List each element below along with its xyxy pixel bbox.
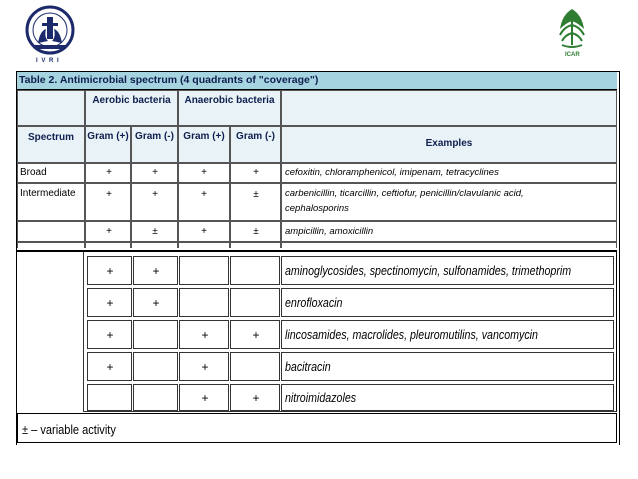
aerobic-pos-value: +: [106, 296, 114, 310]
anaerobic-neg-value: +: [252, 391, 260, 405]
table-cell: [131, 163, 178, 183]
blank-header-cell: [281, 90, 617, 126]
anaerobic-gram-neg-header: [230, 126, 281, 163]
anaerobic-pos-value: +: [201, 167, 207, 178]
aerobic-pos-value: +: [106, 264, 114, 278]
ivri-logo: [22, 5, 78, 63]
aerobic-neg-value: +: [152, 189, 158, 200]
anaerobic-neg-value: +: [253, 167, 259, 178]
table-cell: [85, 163, 131, 183]
table-cell: [281, 320, 614, 349]
aerobic-pos-value: +: [106, 328, 114, 342]
blank-header-cell: [17, 90, 85, 126]
ivri-caption: I V R I: [36, 58, 60, 64]
table-cell: [230, 163, 281, 183]
icar-logo: [552, 5, 592, 59]
aerobic-gram-pos-header: [85, 126, 131, 163]
table-cell: [87, 288, 132, 317]
aerobic-pos-value: +: [106, 360, 114, 374]
table-cell: [179, 384, 229, 411]
examples-value: bacitracin: [285, 359, 331, 374]
examples-value-line2: cephalosporins: [285, 203, 349, 214]
table-cell: [87, 256, 132, 285]
anaerobic-pos-value: +: [201, 226, 207, 237]
examples-value: lincosamides, macrolides, pleuromutilins, vancomycin: [285, 327, 538, 342]
aerobic-pos-value: +: [106, 167, 112, 178]
examples-value: aminoglycosides, spectinomycin, sulfonamides, trimethoprim: [285, 263, 572, 278]
table-cell: [133, 352, 178, 381]
table-cell: [178, 163, 230, 183]
table-row-intermediate-spectrum: [17, 183, 85, 221]
examples-value: cefoxitin, chloramphenicol, imipenam, tetracyclines: [285, 167, 499, 178]
table-cell: [85, 242, 131, 248]
aerobic-neg-value: +: [152, 264, 160, 278]
table-cell: [281, 384, 614, 411]
spectrum-header: [17, 126, 85, 163]
aerobic-gram-neg-header: [131, 126, 178, 163]
table-cell: [281, 163, 617, 183]
examples-value: nitroimidazoles: [285, 390, 357, 405]
table-cell: [87, 320, 132, 349]
anaerobic-pos-value: +: [201, 189, 207, 200]
table-cell: [230, 256, 280, 285]
table-cell: [133, 256, 178, 285]
spectrum-header-label: Spectrum: [27, 132, 75, 143]
table-cell: [230, 352, 280, 381]
table-cell: [85, 221, 131, 242]
table-cell: [133, 288, 178, 317]
spectrum-label: Intermediate: [20, 188, 76, 199]
table-cell: [133, 320, 178, 349]
table-cell: [131, 183, 178, 221]
spectrum-label: Broad: [20, 167, 47, 178]
anaerobic-gram-neg-label: Gram (-): [236, 131, 275, 142]
table-cell: [179, 352, 229, 381]
table-cell: [131, 221, 178, 242]
examples-header-label: Examples: [425, 138, 473, 149]
aerobic-gram-pos-label: Gram (+): [87, 131, 129, 142]
table-cell: [178, 183, 230, 221]
examples-value: ampicillin, amoxicillin: [285, 226, 374, 237]
anaerobic-gram-pos-header: [178, 126, 230, 163]
table-row-broad-spectrum: [17, 163, 85, 183]
table-cell: [230, 242, 281, 248]
examples-header: [281, 126, 617, 163]
table-cell: [230, 183, 281, 221]
anaerobic-pos-value: +: [201, 391, 209, 405]
table-cell: [230, 288, 280, 317]
table-cell: [87, 384, 132, 411]
table-cell: [85, 183, 131, 221]
anaerobic-group-header: [178, 90, 281, 126]
aerobic-neg-value: +: [152, 167, 158, 178]
footnote: [17, 413, 617, 443]
table-title-bar: [17, 72, 617, 90]
aerobic-group-label: Aerobic bacteria: [92, 95, 171, 106]
aerobic-group-header: [85, 90, 178, 126]
table-cell: [281, 352, 614, 381]
table-cell: [230, 320, 280, 349]
table-cell: [230, 221, 281, 242]
table-cell: [178, 221, 230, 242]
table-cell: [281, 221, 617, 242]
table-cell: [133, 384, 178, 411]
table-cell: [179, 320, 229, 349]
aerobic-neg-value: ±: [152, 226, 158, 237]
examples-value: carbenicillin, ticarcillin, ceftiofur, penicillin/clavulanic acid,: [285, 188, 524, 199]
footnote-text: ± – variable activity: [22, 422, 116, 437]
aerobic-neg-value: +: [152, 296, 160, 310]
table-cell: [131, 242, 178, 248]
table-cell: [17, 242, 85, 248]
table-row-unlabeled: [17, 221, 85, 242]
narrow-spectrum-column: [17, 252, 84, 412]
anaerobic-pos-value: +: [201, 328, 209, 342]
anaerobic-gram-pos-label: Gram (+): [183, 131, 225, 142]
aerobic-pos-value: +: [106, 226, 112, 237]
table-cell: [178, 242, 230, 248]
table-cell: [281, 242, 617, 248]
examples-value: enrofloxacin: [285, 295, 343, 310]
anaerobic-neg-value: ±: [253, 226, 259, 237]
table-title: Table 2. Antimicrobial spectrum (4 quadrants of "coverage"): [19, 74, 319, 86]
anaerobic-pos-value: +: [201, 360, 209, 374]
table-cell: [179, 256, 229, 285]
table-cell: [281, 183, 617, 221]
table-cell: [230, 384, 280, 411]
table-cell: [179, 288, 229, 317]
table-cell: [281, 256, 614, 285]
anaerobic-neg-value: ±: [253, 189, 259, 200]
aerobic-gram-neg-label: Gram (-): [135, 131, 174, 142]
icar-caption: ICAR: [565, 52, 580, 58]
table-cell: [281, 288, 614, 317]
anaerobic-neg-value: +: [252, 328, 260, 342]
table-cell: [87, 352, 132, 381]
aerobic-pos-value: +: [106, 189, 112, 200]
anaerobic-group-label: Anaerobic bacteria: [184, 95, 275, 106]
